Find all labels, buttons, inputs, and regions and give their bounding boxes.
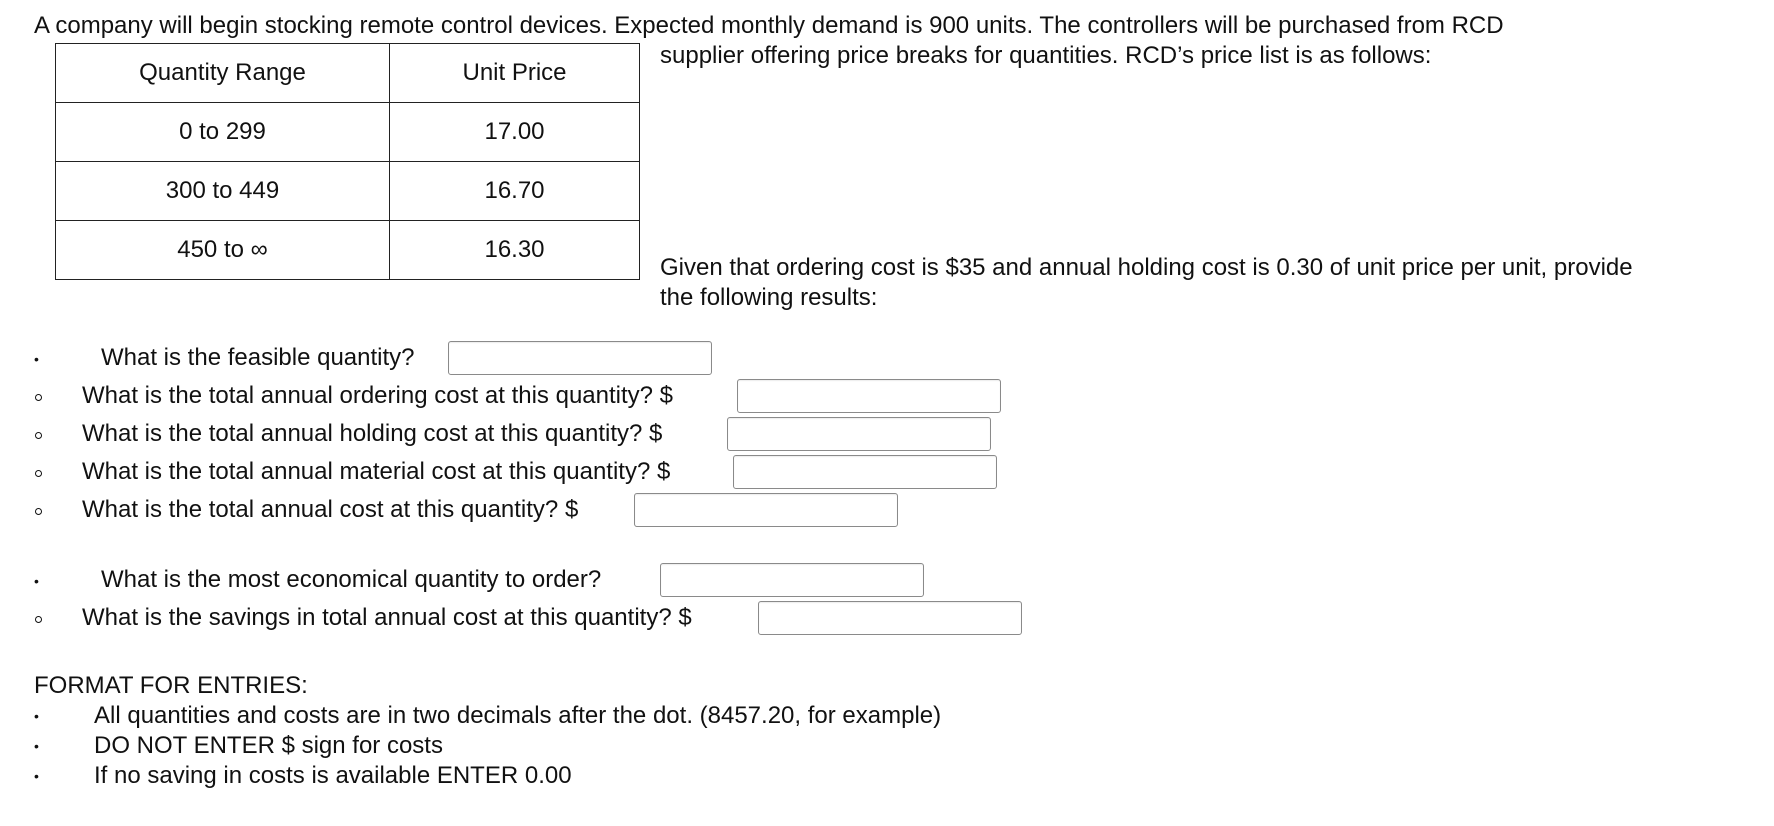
bullet-open-circle: [35, 616, 42, 623]
format-item: If no saving in costs is available ENTER 0.00: [94, 762, 572, 789]
cell-quantity-range: 300 to 449: [56, 162, 390, 221]
savings-input[interactable]: [758, 601, 1022, 635]
bullet-filled: •: [34, 738, 39, 754]
table-row: [56, 221, 640, 280]
table-header-row: [56, 44, 640, 103]
bullet-filled: •: [34, 351, 39, 367]
question-label: What is the total annual ordering cost at this quantity? $: [82, 382, 674, 409]
problem-statement-line-2: supplier offering price breaks for quantities. RCD’s price list is as follows:: [660, 42, 1432, 69]
bullet-filled: •: [34, 768, 39, 784]
header-unit-price: Unit Price: [390, 44, 640, 103]
cell-unit-price: 16.70: [390, 162, 640, 221]
holding-cost-input[interactable]: [727, 417, 991, 451]
economical-quantity-input[interactable]: [660, 563, 924, 597]
question-label: What is the total annual holding cost at this quantity? $: [82, 420, 663, 447]
total-cost-input[interactable]: [634, 493, 898, 527]
question-label: What is the total annual cost at this quantity? $: [82, 496, 579, 523]
table-row: [56, 162, 640, 221]
question-label: What is the most economical quantity to order?: [101, 566, 602, 593]
cell-unit-price: 16.30: [390, 221, 640, 280]
table-row: [56, 103, 640, 162]
format-item: DO NOT ENTER $ sign for costs: [94, 732, 443, 759]
format-item: All quantities and costs are in two decimals after the dot. (8457.20, for example): [94, 702, 942, 729]
header-quantity-range: Quantity Range: [56, 44, 390, 103]
given-statement-line-1: Given that ordering cost is $35 and annual holding cost is 0.30 of unit price per unit, provide: [660, 254, 1633, 281]
cell-quantity-range: 450 to ∞: [56, 221, 390, 280]
price-list-table: [55, 43, 640, 280]
bullet-open-circle: [35, 432, 42, 439]
question-label: What is the total annual material cost at this quantity? $: [82, 458, 671, 485]
bullet-open-circle: [35, 394, 42, 401]
format-heading: FORMAT FOR ENTRIES:: [34, 672, 308, 699]
problem-statement-line-1: A company will begin stocking remote control devices. Expected monthly demand is 900 units. The controllers will be purchased from RCD: [34, 12, 1504, 39]
question-label: What is the savings in total annual cost at this quantity? $: [82, 604, 692, 631]
material-cost-input[interactable]: [733, 455, 997, 489]
feasible-quantity-input[interactable]: [448, 341, 712, 375]
ordering-cost-input[interactable]: [737, 379, 1001, 413]
bullet-open-circle: [35, 508, 42, 515]
question-label: What is the feasible quantity?: [101, 344, 415, 371]
bullet-filled: •: [34, 708, 39, 724]
bullet-open-circle: [35, 470, 42, 477]
cell-unit-price: 17.00: [390, 103, 640, 162]
cell-quantity-range: 0 to 299: [56, 103, 390, 162]
bullet-filled: •: [34, 573, 39, 589]
given-statement-line-2: the following results:: [660, 284, 878, 311]
